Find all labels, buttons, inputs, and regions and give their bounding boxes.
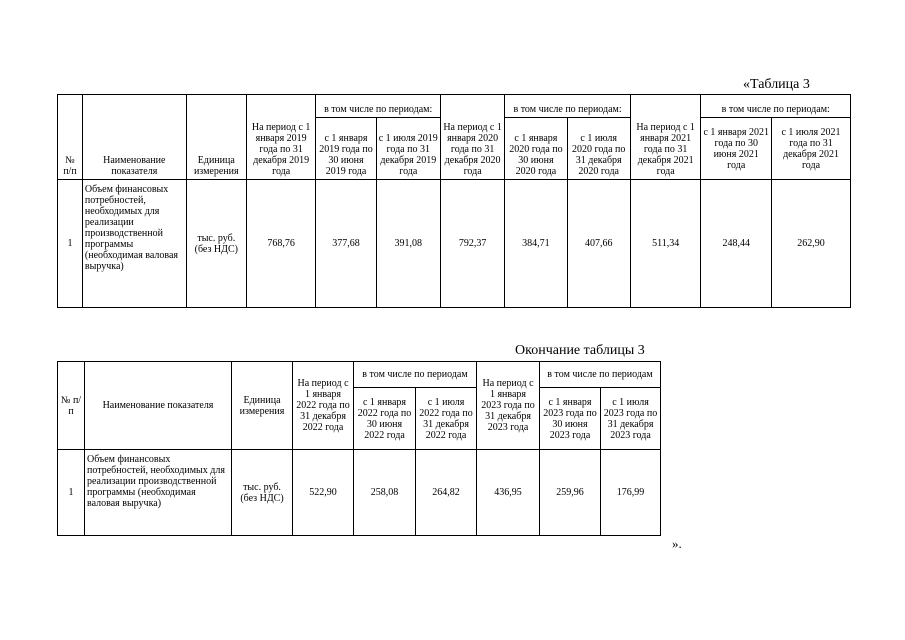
header-2022-split: в том числе по периодам [354, 362, 477, 388]
value-2023-h1: 259,96 [540, 450, 601, 536]
row-number: 1 [58, 450, 85, 536]
value-2022: 522,90 [293, 450, 354, 536]
header-2019-split: в том числе по периодам: [316, 95, 441, 118]
row-indicator-name: Объем финансовых потребностей, необходимых для реализации производственной программы (необходимая валовая выручка) [82, 180, 186, 308]
value-2023: 436,95 [477, 450, 540, 536]
header-number: № п/п [58, 362, 85, 450]
value-2021-h2: 262,90 [772, 180, 851, 308]
value-2020-h2: 407,66 [567, 180, 630, 308]
value-2023-h2: 176,99 [601, 450, 661, 536]
header-2020-h2: с 1 июля 2020 года по 31 декабря 2020 года [567, 118, 630, 180]
header-2020-h1: с 1 января 2020 года по 30 июня 2020 года [505, 118, 567, 180]
header-2019-h2: с 1 июля 2019 года по 31 декабря 2019 года [376, 118, 440, 180]
value-2022-h1: 258,08 [354, 450, 416, 536]
header-2020-split: в том числе по периодам: [505, 95, 631, 118]
header-2022-total: На период с 1 января 2022 года по 31 декабря 2022 года [293, 362, 354, 450]
header-2019-total: На период с 1 января 2019 года по 31 декабря 2019 года [246, 95, 316, 180]
value-2019: 768,76 [246, 180, 316, 308]
value-2022-h2: 264,82 [416, 450, 477, 536]
value-2019-h1: 377,68 [316, 180, 376, 308]
value-2020: 792,37 [440, 180, 504, 308]
header-unit: Единица измерения [186, 95, 246, 180]
table-row [58, 180, 851, 308]
table-row [58, 450, 661, 536]
row-unit: тыс. руб. (без НДС) [186, 180, 246, 308]
header-2022-h2: с 1 июля 2022 года по 31 декабря 2022 года [416, 388, 477, 450]
header-2023-total: На период с 1 января 2023 года по 31 декабря 2023 года [477, 362, 540, 450]
value-2021: 511,34 [630, 180, 701, 308]
row-unit: тыс. руб. (без НДС) [232, 450, 293, 536]
header-2021-total: На период с 1 января 2021 года по 31 декабря 2021 года [630, 95, 701, 180]
header-2021-h2: с 1 июля 2021 года по 31 декабря 2021 года [772, 118, 851, 180]
header-2019-h1: с 1 января 2019 года по 30 июня 2019 года [316, 118, 376, 180]
header-number: № п/п [58, 95, 83, 180]
header-2021-split: в том числе по периодам: [701, 95, 851, 118]
value-2021-h1: 248,44 [701, 180, 772, 308]
value-2019-h2: 391,08 [376, 180, 440, 308]
header-unit: Единица измерения [232, 362, 293, 450]
header-2020-total: На период с 1 января 2020 года по 31 декабря 2020 года [440, 95, 504, 180]
row-number: 1 [58, 180, 83, 308]
header-2023-h1: с 1 января 2023 года по 30 июня 2023 года [540, 388, 601, 450]
header-indicator-name: Наименование показателя [85, 362, 232, 450]
header-2023-split: в том числе по периодам [540, 362, 661, 388]
header-2021-h1: с 1 января 2021 года по 30 июня 2021 года [701, 118, 772, 180]
header-2023-h2: с 1 июля 2023 года по 31 декабря 2023 года [601, 388, 661, 450]
table2-caption: Окончание таблицы 3 [515, 343, 645, 358]
header-indicator-name: Наименование показателя [82, 95, 186, 180]
row-indicator-name: Объем финансовых потребностей, необходимых для реализации производственной программы (необходимая валовая выручка) [85, 450, 232, 536]
closing-quote-mark: ». [672, 536, 682, 551]
table1 [57, 94, 851, 308]
value-2020-h1: 384,71 [505, 180, 567, 308]
table2 [57, 361, 661, 536]
table1-caption: «Таблица 3 [743, 77, 810, 92]
header-2022-h1: с 1 января 2022 года по 30 июня 2022 года [354, 388, 416, 450]
